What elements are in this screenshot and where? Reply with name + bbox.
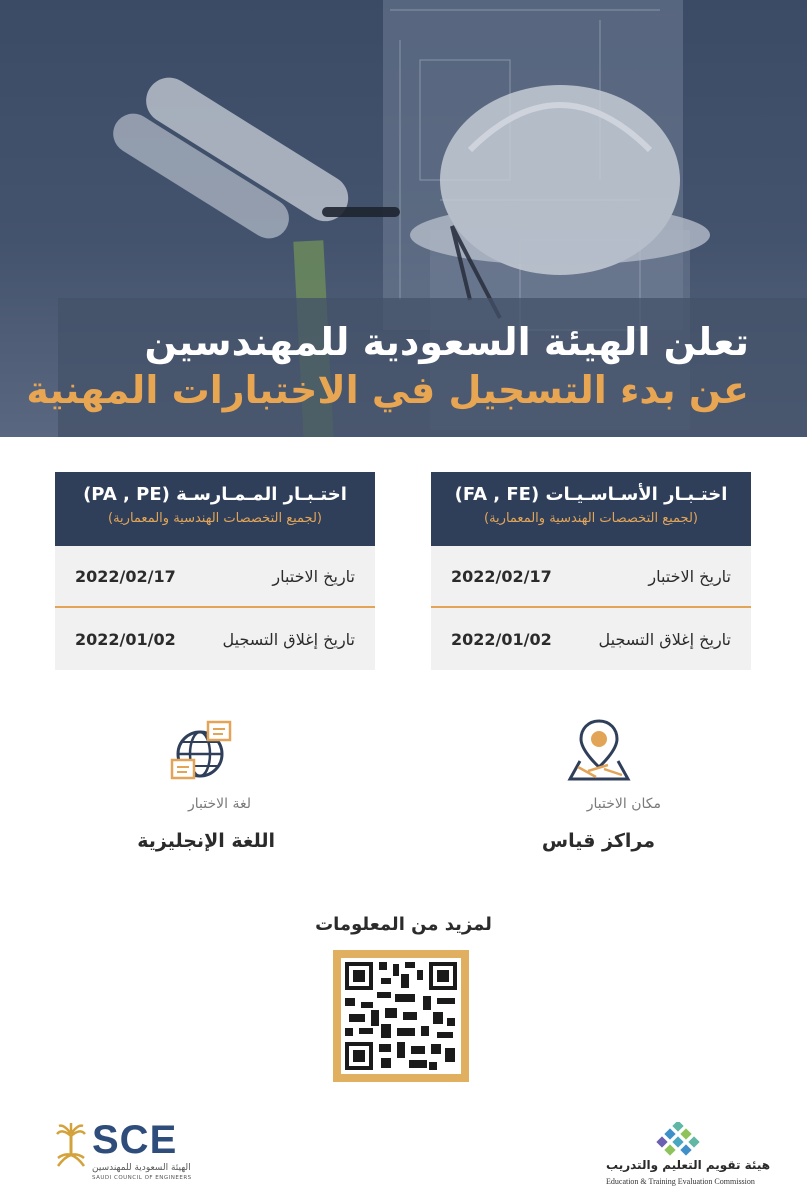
close-date-row	[431, 608, 751, 670]
card-subtitle: (لجميع التخصصات الهندسية والمعمارية)	[108, 511, 322, 526]
card-title: اختـبـار الأسـاسـيـات (FA , FE)	[454, 484, 728, 505]
card-title: اختـبـار المـمـارسـة (PA , PE)	[83, 484, 347, 505]
close-date-value: 2022/01/02	[451, 629, 552, 649]
test-date-label: تاريخ الاختبار	[648, 566, 731, 586]
test-date-label: تاريخ الاختبار	[272, 566, 355, 586]
etec-logo-icon	[654, 1122, 704, 1156]
language-value: اللغة الإنجليزية	[137, 830, 275, 852]
card-practice-header	[55, 472, 375, 546]
close-date-row	[55, 608, 375, 670]
close-date-label: تاريخ إغلاق التسجيل	[598, 629, 731, 649]
headline-line-1: تعلن الهيئة السعودية للمهندسين	[144, 320, 749, 364]
location-value: مراكز قياس	[541, 830, 655, 852]
globe-chat-icon	[170, 720, 234, 782]
test-date-value: 2022/02/17	[451, 566, 552, 586]
more-info-heading: لمزيد من المعلومات	[315, 914, 492, 935]
card-subtitle: (لجميع التخصصات الهندسية والمعمارية)	[484, 511, 698, 526]
language-label: لغة الاختبار	[188, 796, 251, 812]
card-foundations-header	[431, 472, 751, 546]
test-date-value: 2022/02/17	[75, 566, 176, 586]
etec-arabic-name: هيئة تقويم التعليم والتدريب	[606, 1158, 771, 1172]
headline-line-2: عن بدء التسجيل في الاختبارات المهنية	[26, 368, 749, 412]
close-date-value: 2022/01/02	[75, 629, 176, 649]
location-label: مكان الاختبار	[586, 796, 661, 812]
test-date-row	[431, 546, 751, 608]
sce-english-name: SAUDI COUNCIL OF ENGINEERS	[92, 1175, 192, 1181]
test-date-row	[55, 546, 375, 608]
card-practice	[55, 472, 375, 670]
card-foundations	[431, 472, 751, 670]
etec-english-name: Education & Training Evaluation Commission	[606, 1177, 755, 1186]
sce-palm-swords-icon	[54, 1122, 88, 1168]
sce-arabic-name: الهيئة السعودية للمهندسين	[92, 1163, 191, 1173]
sce-logo-text: SCE	[92, 1118, 178, 1162]
close-date-label: تاريخ إغلاق التسجيل	[222, 629, 355, 649]
qr-code[interactable]	[333, 950, 469, 1082]
map-pin-icon	[566, 717, 632, 783]
qr-code-pattern	[341, 958, 461, 1074]
